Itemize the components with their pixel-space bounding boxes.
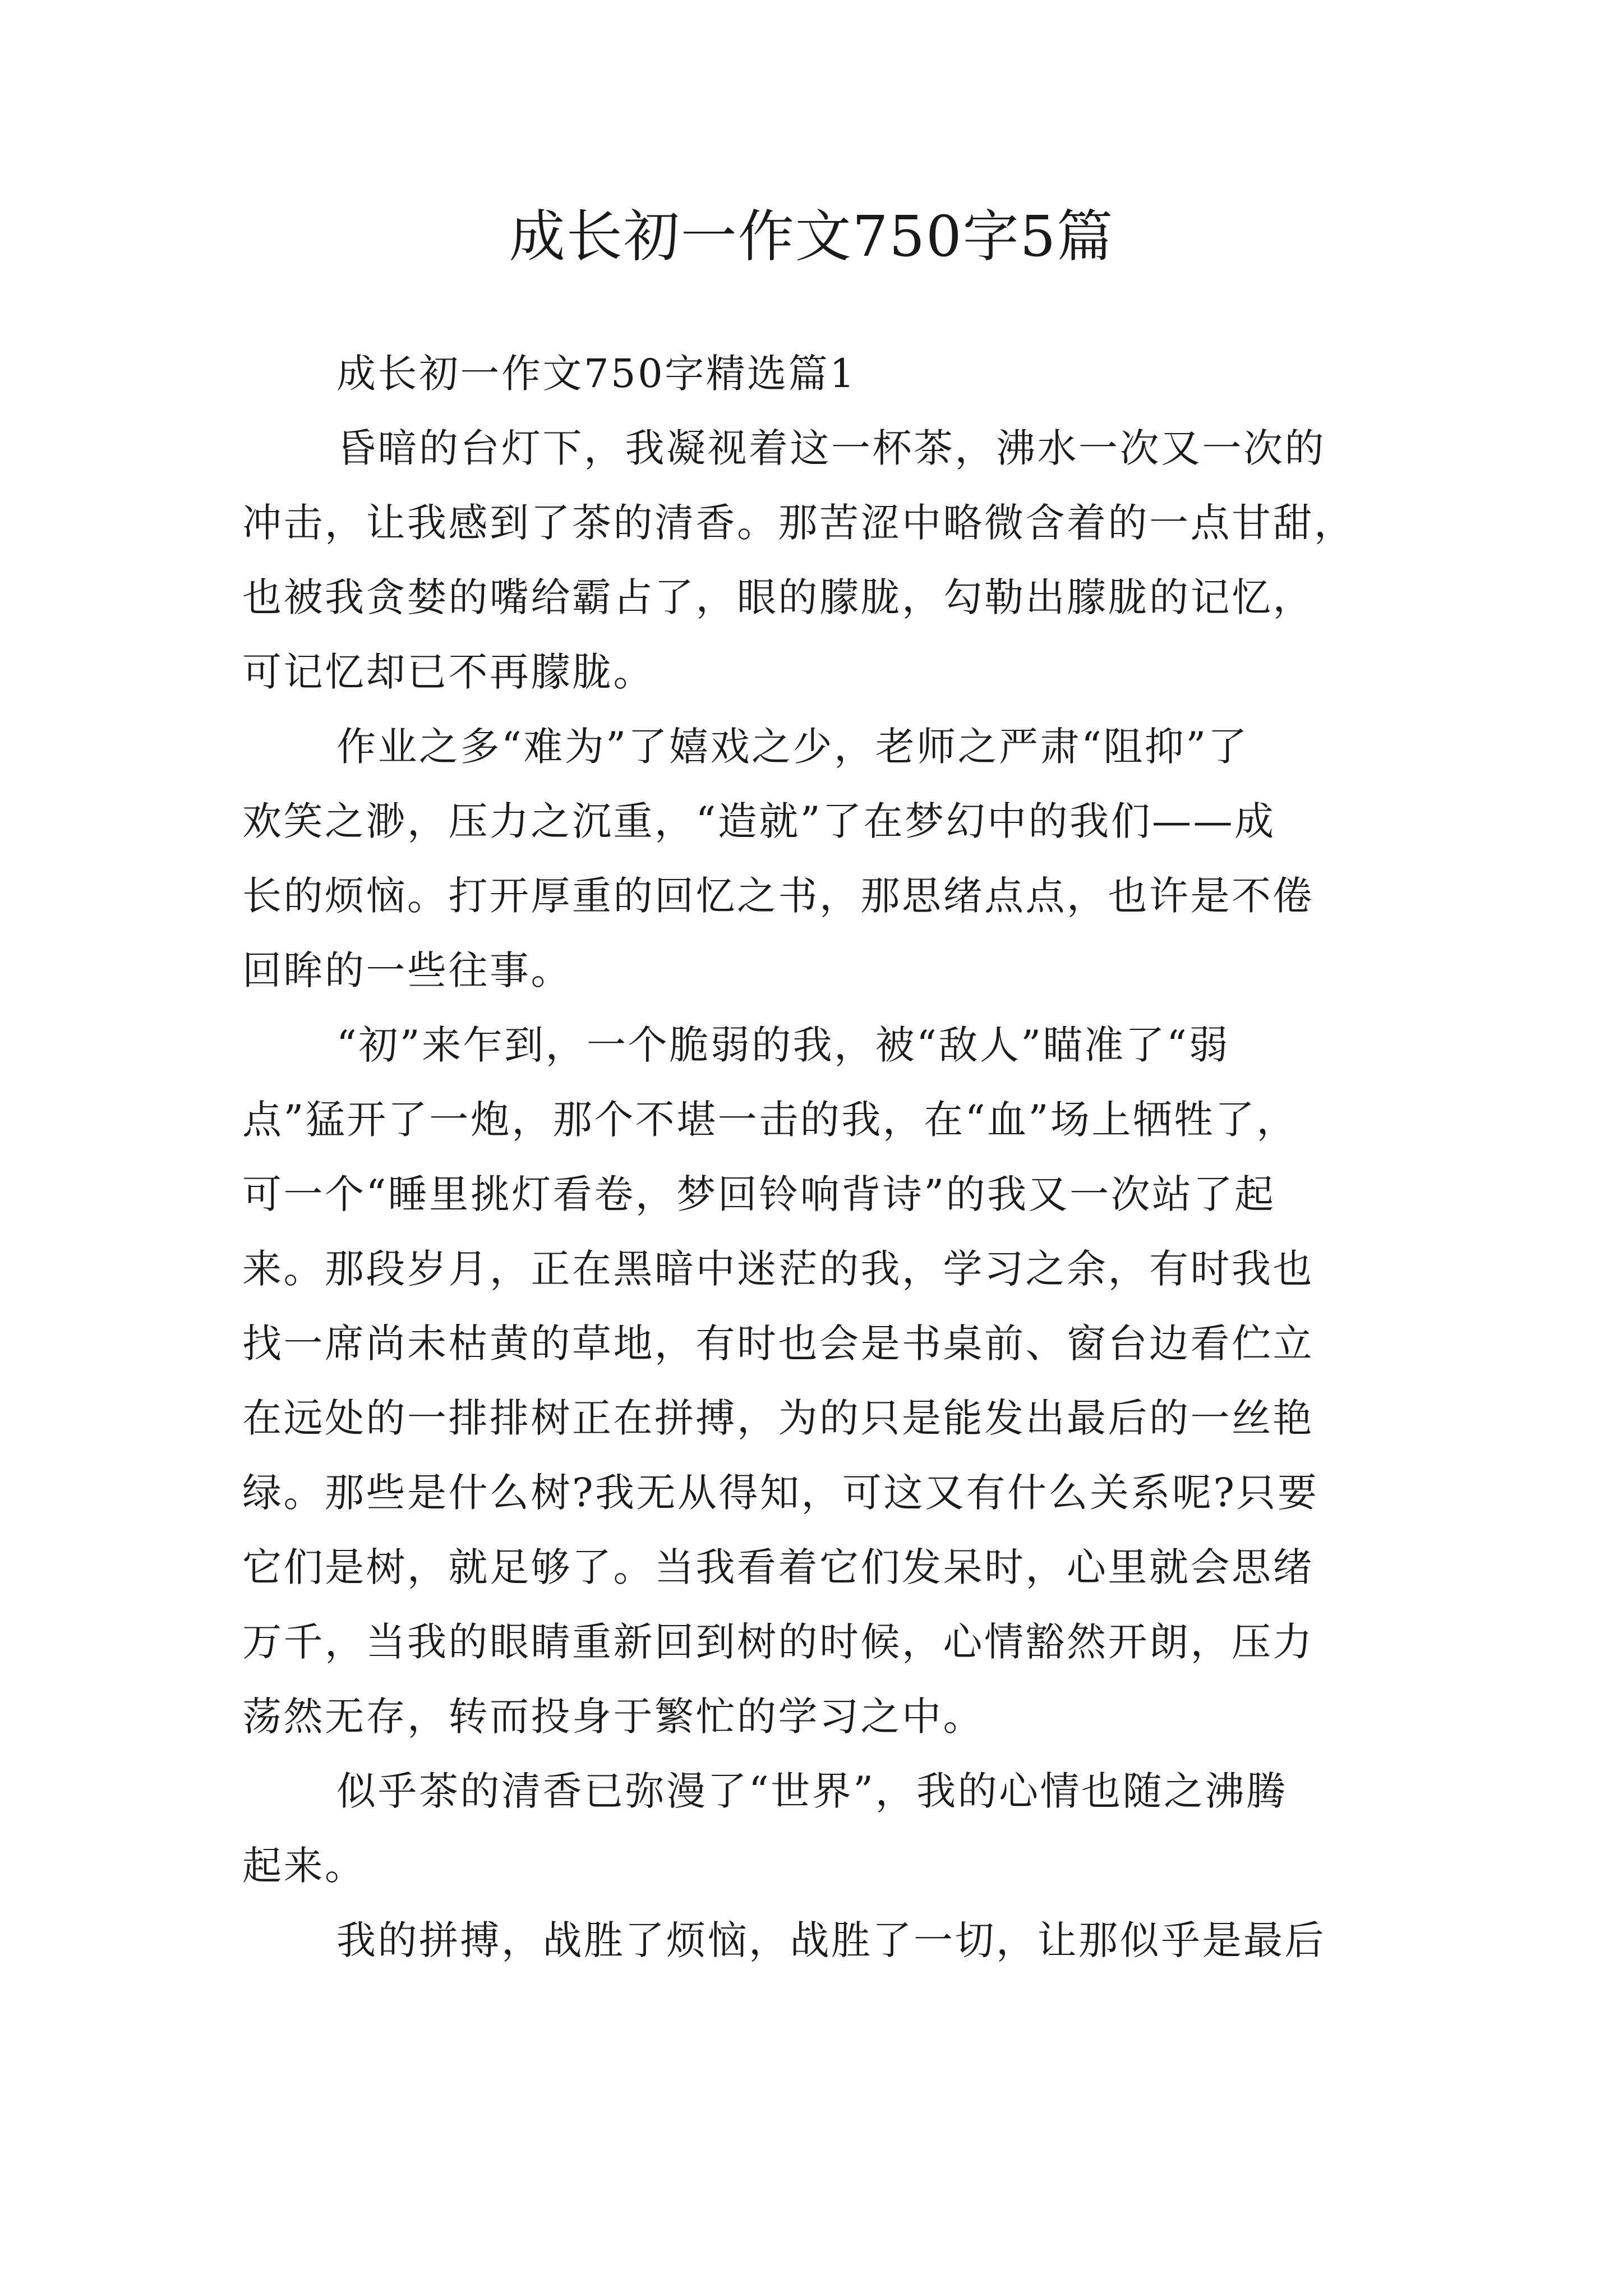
text-line: 来。那段岁月，正在黑暗中迷茫的我，学习之余，有时我也 bbox=[242, 1246, 1314, 1292]
text-line: 它们是树，就足够了。当我看着它们发呆时，心里就会思绪 bbox=[242, 1544, 1314, 1590]
text-line: 也被我贪婪的嘴给霸占了，眼的朦胧，勾勒出朦胧的记忆， bbox=[242, 574, 1314, 620]
text-line: 成长初一作文750字精选篇1 bbox=[336, 351, 857, 397]
text-line: 作业之多“难为”了嬉戏之少，老师之严肃“阻抑”了 bbox=[336, 724, 1249, 770]
text-line: 万千，当我的眼睛重新回到树的时候，心情豁然开朗，压力 bbox=[242, 1619, 1314, 1665]
text-line: “初”来乍到，一个脆弱的我，被“敌人”瞄准了“弱 bbox=[336, 1022, 1230, 1068]
text-line: 昏暗的台灯下，我凝视着这一杯茶，沸水一次又一次的 bbox=[336, 425, 1326, 471]
text-line: 绿。那些是什么树?我无从得知，可这又有什么关系呢?只要 bbox=[242, 1470, 1319, 1516]
text-line: 起来。 bbox=[242, 1843, 366, 1889]
text-line: 回眸的一些往事。 bbox=[242, 947, 572, 993]
document-title: 成长初一作文750字5篇 bbox=[509, 204, 1114, 269]
text-line: 我的拼搏，战胜了烦恼，战胜了一切，让那似乎是最后 bbox=[336, 1917, 1326, 1963]
text-line: 冲击，让我感到了茶的清香。那苦涩中略微含着的一点甘甜， bbox=[242, 500, 1355, 546]
text-line: 荡然无存，转而投身于繁忙的学习之中。 bbox=[242, 1694, 984, 1740]
text-line: 可记忆却已不再朦胧。 bbox=[242, 649, 654, 695]
text-line: 可一个“睡里挑灯看卷，梦回铃响背诗”的我又一次站了起 bbox=[242, 1171, 1276, 1217]
text-line: 找一席尚未枯黄的草地，有时也会是书桌前、窗台边看伫立 bbox=[242, 1320, 1314, 1366]
text-line: 似乎茶的清香已弥漫了“世界”，我的心情也随之沸腾 bbox=[336, 1768, 1288, 1814]
text-line: 点”猛开了一炮，那个不堪一击的我，在“血”场上牺牲了， bbox=[242, 1097, 1298, 1143]
text-line: 长的烦恼。打开厚重的回忆之书，那思绪点点，也许是不倦 bbox=[242, 873, 1314, 919]
text-line: 在远处的一排排树正在拼搏，为的只是能发出最后的一丝艳 bbox=[242, 1395, 1314, 1441]
text-line: 欢笑之渺，压力之沉重，“造就”了在梦幻中的我们——成 bbox=[242, 798, 1276, 844]
document-body bbox=[242, 337, 1386, 1978]
